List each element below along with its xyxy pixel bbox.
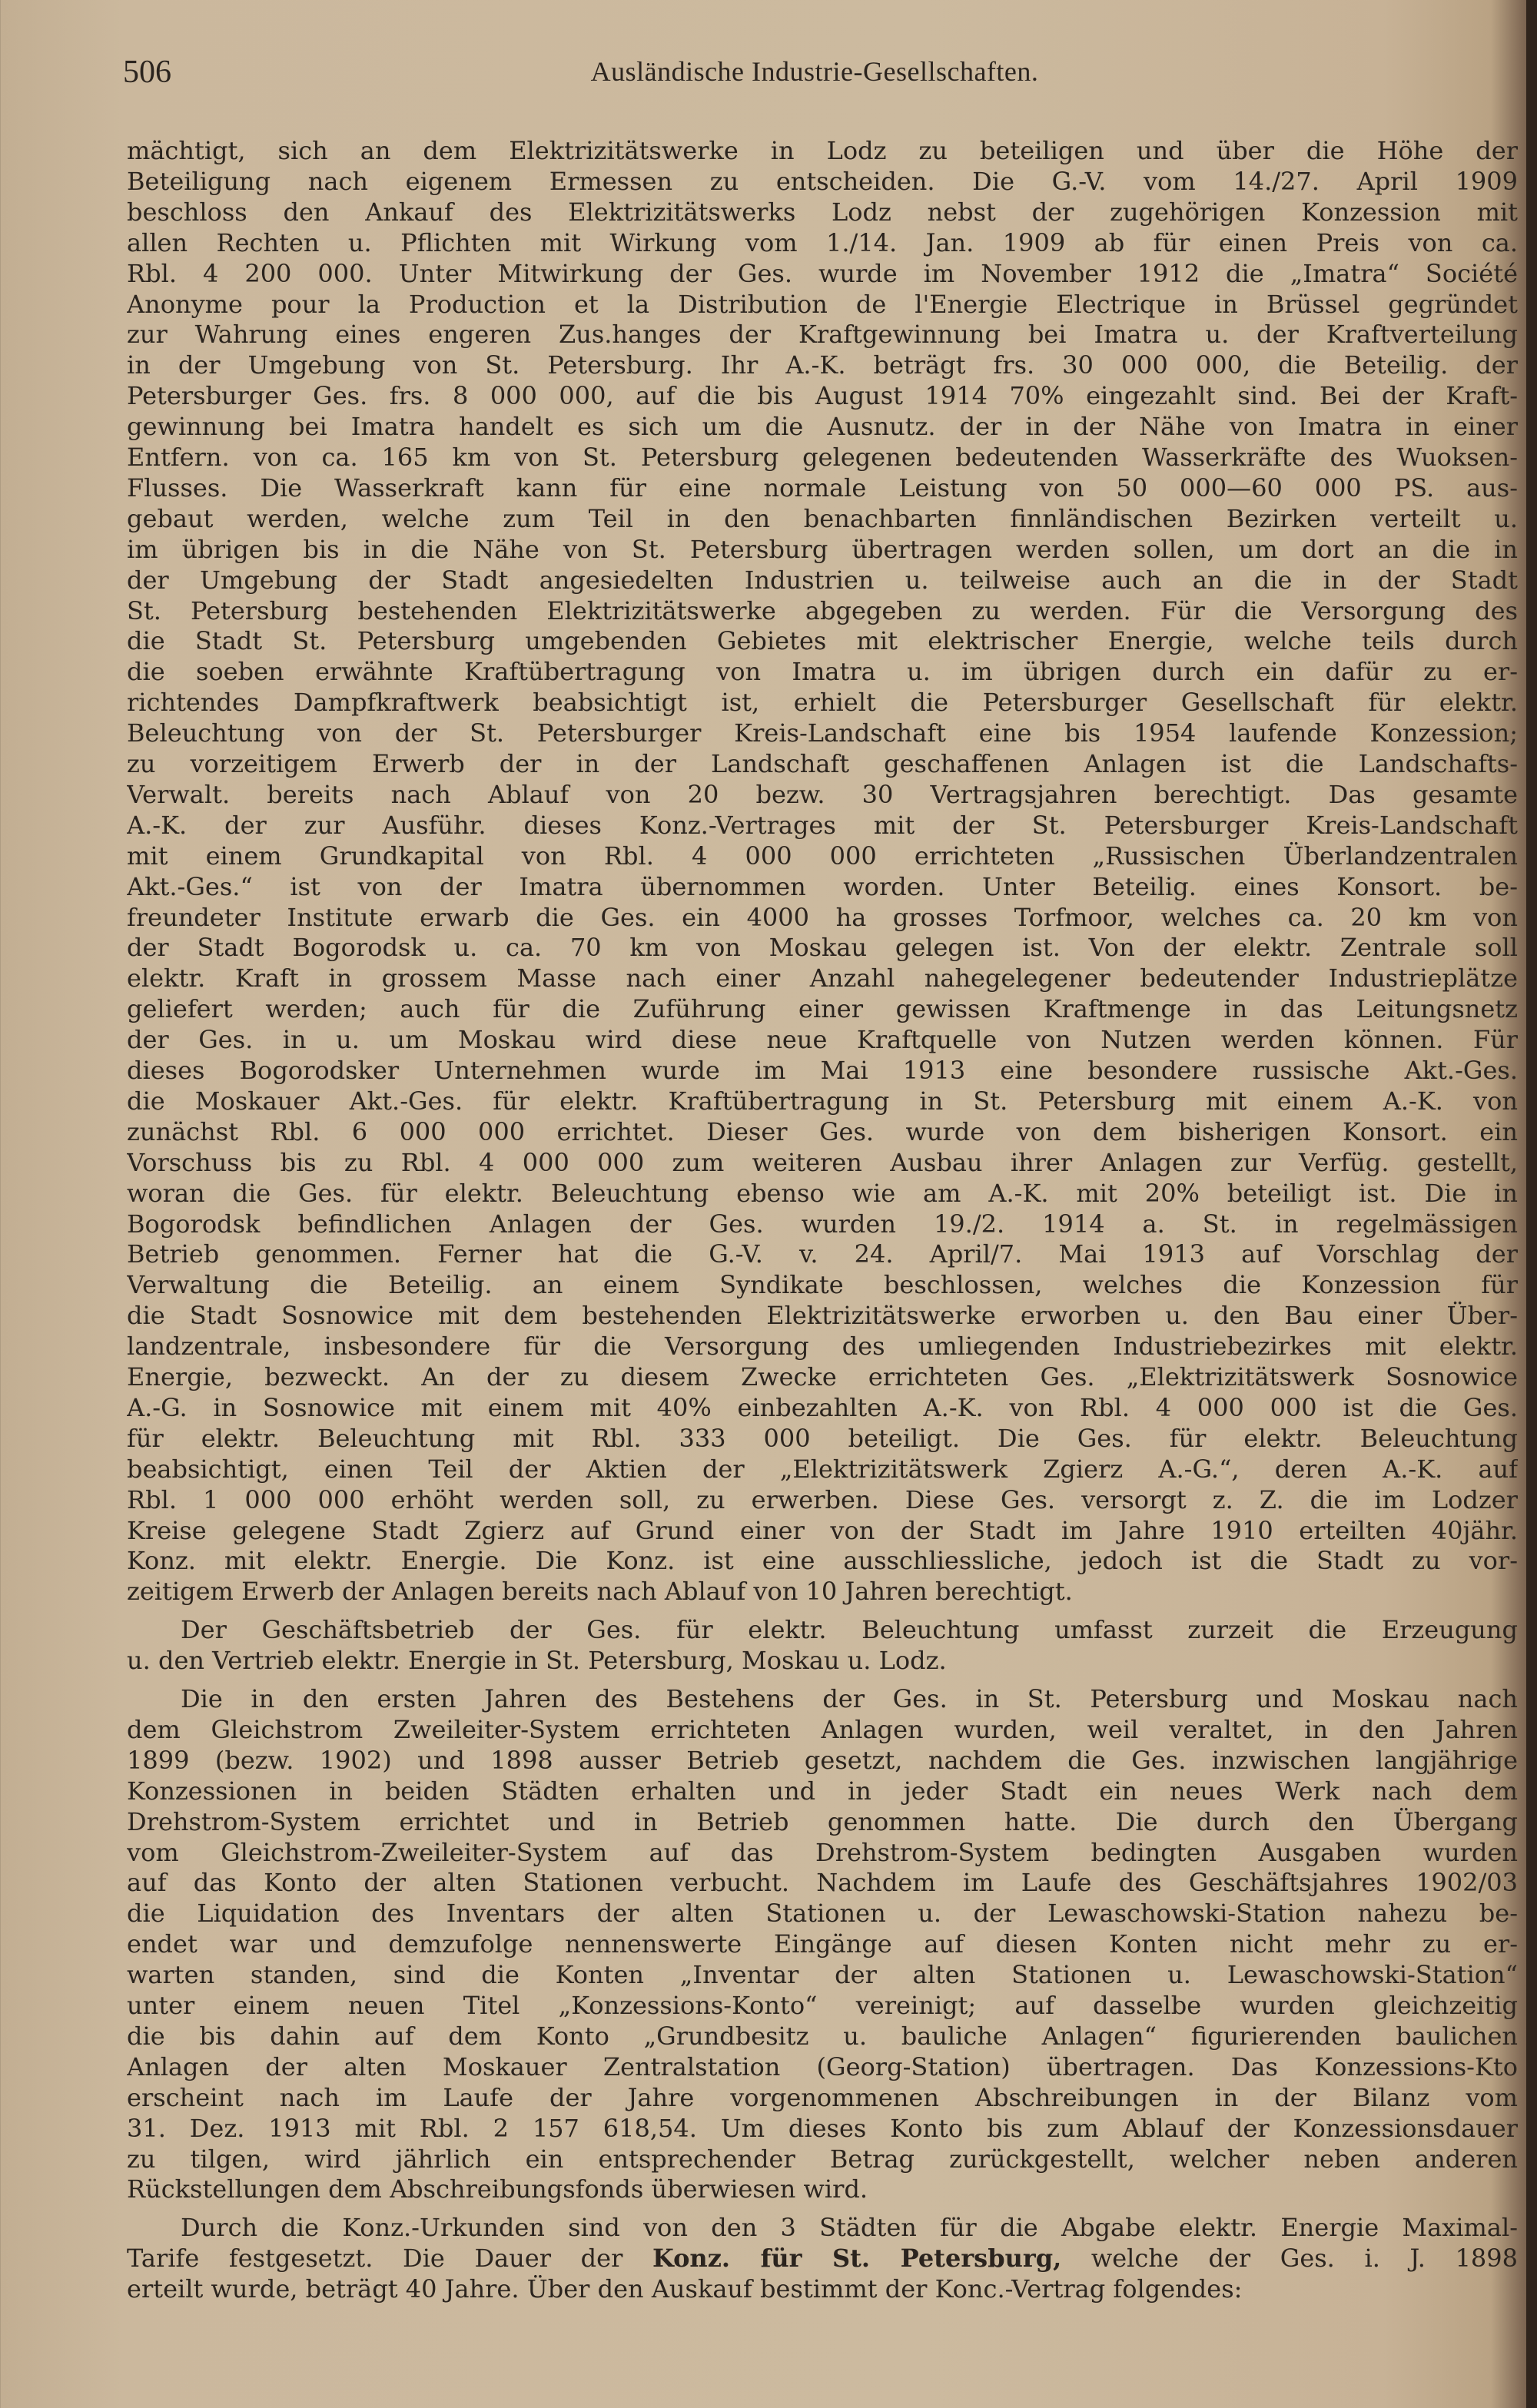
text-line: Petersburger Ges. frs. 8 000 000, auf die bis August 1914 70% eingezahlt sind. Bei der Kraft- (127, 381, 1518, 411)
running-title: Ausländische Industrie-Gesellschaften. (590, 56, 1039, 87)
text-line: der Umgebung der Stadt angesiedelten Industrien u. teilweise auch an die in der Stadt (127, 565, 1518, 595)
text-line: erscheint nach im Laufe der Jahre vorgenommenen Abschreibungen in der Bilanz vom (127, 2082, 1518, 2112)
text-line: Der Geschäftsbetrieb der Ges. für elektr. Beleuchtung umfasst zurzeit die Erzeugung (181, 1615, 1518, 1645)
text-line: A.-K. der zur Ausführ. dieses Konz.-Vertrages mit der St. Petersburger Kreis-Landschaft (127, 810, 1518, 840)
text-line: Beleuchtung von der St. Petersburger Kreis-Landschaft eine bis 1954 laufende Konzession; (127, 718, 1518, 748)
text-line: dem Gleichstrom Zweileiter-System errichteten Anlagen wurden, weil veraltet, in den Jahren (127, 1714, 1518, 1744)
text-line: mächtigt, sich an dem Elektrizitätswerke in Lodz zu beteiligen und über die Höhe der (127, 136, 1518, 165)
text-line: der Stadt Bogorodsk u. ca. 70 km von Moskau gelegen ist. Von der elektr. Zentrale soll (127, 933, 1518, 963)
text-line: 1899 (bezw. 1902) und 1898 ausser Betrieb gesetzt, nachdem die Ges. inzwischen langjährige (127, 1745, 1518, 1775)
text-line: Vorschuss bis zu Rbl. 4 000 000 zum weiteren Ausbau ihrer Anlagen zur Verfüg. gestellt, (127, 1147, 1518, 1177)
text-line: Drehstrom-System errichtet und in Betrieb genommen hatte. Die durch den Übergang (127, 1806, 1518, 1836)
text-line: Die in den ersten Jahren des Bestehens der Ges. in St. Petersburg und Moskau nach (181, 1684, 1518, 1713)
text-line (127, 2243, 1518, 2274)
text-line: die Stadt Sosnowice mit dem bestehenden Elektrizitätswerke erworben u. den Bau einer Über- (127, 1301, 1518, 1331)
text-line: geliefert werden; auch für die Zuführung einer gewissen Kraftmenge in das Leitungsnetz (127, 994, 1518, 1024)
text-line: Anlagen der alten Moskauer Zentralstation (Georg-Station) übertragen. Das Konzessions-Kto (127, 2051, 1518, 2081)
text-line: Flusses. Die Wasserkraft kann für eine normale Leistung von 50 000—60 000 PS. aus- (127, 473, 1518, 502)
text-line: die bis dahin auf dem Konto „Grundbesitz u. bauliche Anlagen“ figurierenden baulichen (127, 2021, 1518, 2051)
text-line: Beteiligung nach eigenem Ermessen zu entscheiden. Die G.-V. vom 14./27. April 1909 (127, 166, 1518, 196)
text-line: elektr. Kraft in grossem Masse nach einer Anzahl nahegelegener bedeutender Industrieplätze (127, 964, 1518, 993)
text-line: zunächst Rbl. 6 000 000 errichtet. Dieser Ges. wurde von dem bisherigen Konsort. ein (127, 1116, 1518, 1146)
text-line: zu tilgen, wird jährlich ein entsprechender Betrag zurückgestellt, welcher neben anderen (127, 2144, 1518, 2174)
text-line: die Liquidation des Inventars der alten Stationen u. der Lewaschowski-Station nahezu be- (127, 1899, 1518, 1929)
text-line: beschloss den Ankauf des Elektrizitätswerks Lodz nebst der zugehörigen Konzession mit (127, 197, 1518, 227)
text-line: auf das Konto der alten Stationen verbucht. Nachdem im Laufe des Geschäftsjahres 1902/03 (127, 1868, 1518, 1898)
text-line: Bogorodsk befindlichen Anlagen der Ges. wurden 19./2. 1914 a. St. in regelmässigen (127, 1209, 1518, 1239)
text-line: endet war und demzufolge nennenswerte Eingänge auf diesen Konten nicht mehr zu er- (127, 1929, 1518, 1959)
text-line: vom Gleichstrom-Zweileiter-System auf das Drehstrom-System bedingten Ausgaben wurden (127, 1837, 1518, 1867)
text-line: warten standen, sind die Konten „Inventar der alten Stationen u. Lewaschowski-Station“ (127, 1960, 1518, 1990)
text-line: im übrigen bis in die Nähe von St. Petersburg übertragen werden sollen, um dort an die in (127, 534, 1518, 564)
text-line: Konz. mit elektr. Energie. Die Konz. ist eine ausschliessliche, jedoch ist die Stadt zu vor- (127, 1546, 1518, 1576)
text-line: die Stadt St. Petersburg umgebenden Gebietes mit elektrischer Energie, welche teils durch (127, 626, 1518, 656)
text-line: Verwaltung die Beteilig. an einem Syndikate beschlossen, welches die Konzession für (127, 1270, 1518, 1300)
text-line: Entfern. von ca. 165 km von St. Petersburg gelegenen bedeutenden Wasserkräfte des Wuoksen- (127, 443, 1518, 472)
text-line: Rückstellungen dem Abschreibungsfonds überwiesen wird. (127, 2174, 868, 2204)
text-line: 31. Dez. 1913 mit Rbl. 2 157 618,54. Um dieses Konto bis zum Ablauf der Konzessionsdauer (127, 2113, 1518, 2143)
text-line: Durch die Konz.-Urkunden sind von den 3 Städten für die Abgabe elektr. Energie Maximal- (181, 2213, 1518, 2243)
text-line: gewinnung bei Imatra handelt es sich um die Ausnutz. der in der Nähe von Imatra in einer (127, 412, 1518, 442)
text-line: Energie, bezweckt. An der zu diesem Zwecke errichteten Ges. „Elektrizitätswerk Sosnowice (127, 1362, 1518, 1391)
text-line: mit einem Grundkapital von Rbl. 4 000 000 errichteten „Russischen Überlandzentralen (127, 841, 1518, 871)
text-line: Verwalt. bereits nach Ablauf von 20 bezw. 30 Vertragsjahren berechtigt. Das gesamte (127, 779, 1518, 809)
text-segment: Tarife festgesetzt. Die Dauer der (127, 2244, 652, 2274)
text-line: Rbl. 1 000 000 erhöht werden soll, zu erwerben. Diese Ges. versorgt z. Z. die im Lodzer (127, 1484, 1518, 1514)
bold-heading-text: Konz. für St. Petersburg, (652, 2244, 1062, 2274)
page-edge (1526, 0, 1537, 2408)
text-line: Konzessionen in beiden Städten erhalten und in jeder Stadt ein neues Werk nach dem (127, 1776, 1518, 1806)
text-line: Akt.-Ges.“ ist von der Imatra übernommen worden. Unter Beteilig. eines Konsort. be- (127, 871, 1518, 901)
page-number: 506 (123, 55, 171, 90)
text-line: zeitigem Erwerb der Anlagen bereits nach Ablauf von 10 Jahren berechtigt. (127, 1577, 1073, 1607)
text-line: zu vorzeitigem Erwerb der in der Landschaft geschaffenen Anlagen ist die Landschafts- (127, 749, 1518, 778)
text-line: dieses Bogorodsker Unternehmen wurde im Mai 1913 eine besondere russische Akt.-Ges. (127, 1056, 1518, 1085)
text-line: freundeter Institute erwarb die Ges. ein 4000 ha grosses Torfmoor, welches ca. 20 km von (127, 902, 1518, 932)
text-line: erteilt wurde, beträgt 40 Jahre. Über den Auskauf bestimmt der Konc.-Vertrag folgendes: (127, 2274, 1243, 2304)
text-line: allen Rechten u. Pflichten mit Wirkung vom 1./14. Jan. 1909 ab für einen Preis von ca. (127, 227, 1518, 257)
text-line: woran die Ges. für elektr. Beleuchtung ebenso wie am A.-K. mit 20% beteiligt ist. Die in (127, 1178, 1518, 1208)
text-line: u. den Vertrieb elektr. Energie in St. Petersburg, Moskau u. Lodz. (127, 1646, 947, 1676)
text-line: die Moskauer Akt.-Ges. für elektr. Kraftübertragung in St. Petersburg mit einem A.-K. von (127, 1086, 1518, 1116)
text-line: Betrieb genommen. Ferner hat die G.-V. v. 24. April/7. Mai 1913 auf Vorschlag der (127, 1239, 1518, 1269)
text-line: Kreise gelegene Stadt Zgierz auf Grund einer von der Stadt im Jahre 1910 erteilten 40jähr. (127, 1515, 1518, 1545)
text-line: zur Wahrung eines engeren Zus.hanges der Kraftgewinnung bei Imatra u. der Kraftverteilung (127, 320, 1518, 350)
text-line: Anonyme pour la Production et la Distribution de l'Energie Electrique in Brüssel gegründet (127, 289, 1518, 319)
text-line: unter einem neuen Titel „Konzessions-Konto“ vereinigt; auf dasselbe wurden gleichzeitig (127, 1991, 1518, 2020)
text-segment: welche der Ges. i. J. 1898 (1061, 2244, 1518, 2274)
text-line: landzentrale, insbesondere für die Versorgung des umliegenden Industriebezirkes mit elektr. (127, 1332, 1518, 1362)
text-line: richtendes Dampfkraftwerk beabsichtigt ist, erhielt die Petersburger Gesellschaft für elektr. (127, 688, 1518, 718)
text-line: gebaut werden, welche zum Teil in den benachbarten finnländischen Bezirken verteilt u. (127, 503, 1518, 533)
text-line: St. Petersburg bestehenden Elektrizitätswerke abgegeben zu werden. Für die Versorgung des (127, 595, 1518, 625)
text-line: die soeben erwähnte Kraftübertragung von Imatra u. im übrigen durch ein dafür zu er- (127, 657, 1518, 687)
text-line: beabsichtigt, einen Teil der Aktien der „Elektrizitätswerk Zgierz A.-G.“, deren A.-K. auf (127, 1454, 1518, 1484)
text-line: für elektr. Beleuchtung mit Rbl. 333 000 beteiligt. Die Ges. für elektr. Beleuchtung (127, 1423, 1518, 1453)
text-line: in der Umgebung von St. Petersburg. Ihr A.-K. beträgt frs. 30 000 000, die Beteilig. der (127, 350, 1518, 380)
text-line: A.-G. in Sosnowice mit einem mit 40% einbezahlten A.-K. von Rbl. 4 000 000 ist die Ges. (127, 1392, 1518, 1422)
text-line: der Ges. in u. um Moskau wird diese neue Kraftquelle von Nutzen werden können. Für (127, 1025, 1518, 1055)
text-line: Rbl. 4 200 000. Unter Mitwirkung der Ges. wurde im November 1912 die „Imatra“ Société (127, 258, 1518, 288)
